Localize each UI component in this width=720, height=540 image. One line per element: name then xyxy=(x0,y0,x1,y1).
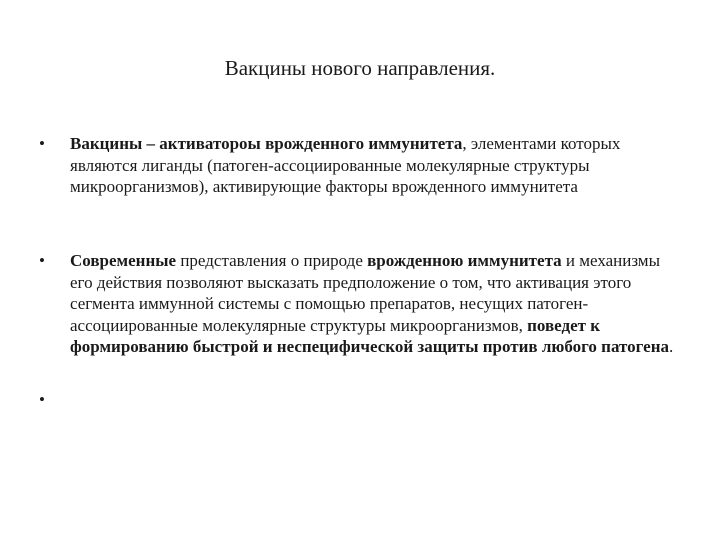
slide-title: Вакцины нового направления. xyxy=(224,56,496,80)
bullet-text-regular: . xyxy=(669,337,674,356)
bullet-marker: • xyxy=(39,251,45,270)
bullet-marker: • xyxy=(39,134,45,153)
bullet-text-bold: врожденною иммунитета xyxy=(367,251,562,270)
bullet-text-bold: Вакцины – активатороы врожденного иммунитета xyxy=(70,134,463,153)
bullet-text-regular: , элементами которых являются лиганды (патоген-ассоциированные молекулярные структуры микроорганизмов), активирующие факторы врожденного иммунитета xyxy=(70,134,621,196)
bullet-text-regular: представления о природе xyxy=(176,251,368,270)
bullet-text-regular: и механизмы его действия позволяют высказать предположение о том, что активация этого сегмента иммунной системы с помощью препаратов, несущих патоген-ассоциированные молекулярные структуры микроорганизмов, xyxy=(70,251,660,335)
bullet-text-bold: Современные xyxy=(70,251,177,270)
bullet-text-bold: поведет к формированию быстрой и неспецифической защиты против любого патогена xyxy=(70,315,670,356)
bullet-text xyxy=(70,133,680,198)
bullet-marker: • xyxy=(39,390,45,409)
bullet-text xyxy=(70,250,680,358)
